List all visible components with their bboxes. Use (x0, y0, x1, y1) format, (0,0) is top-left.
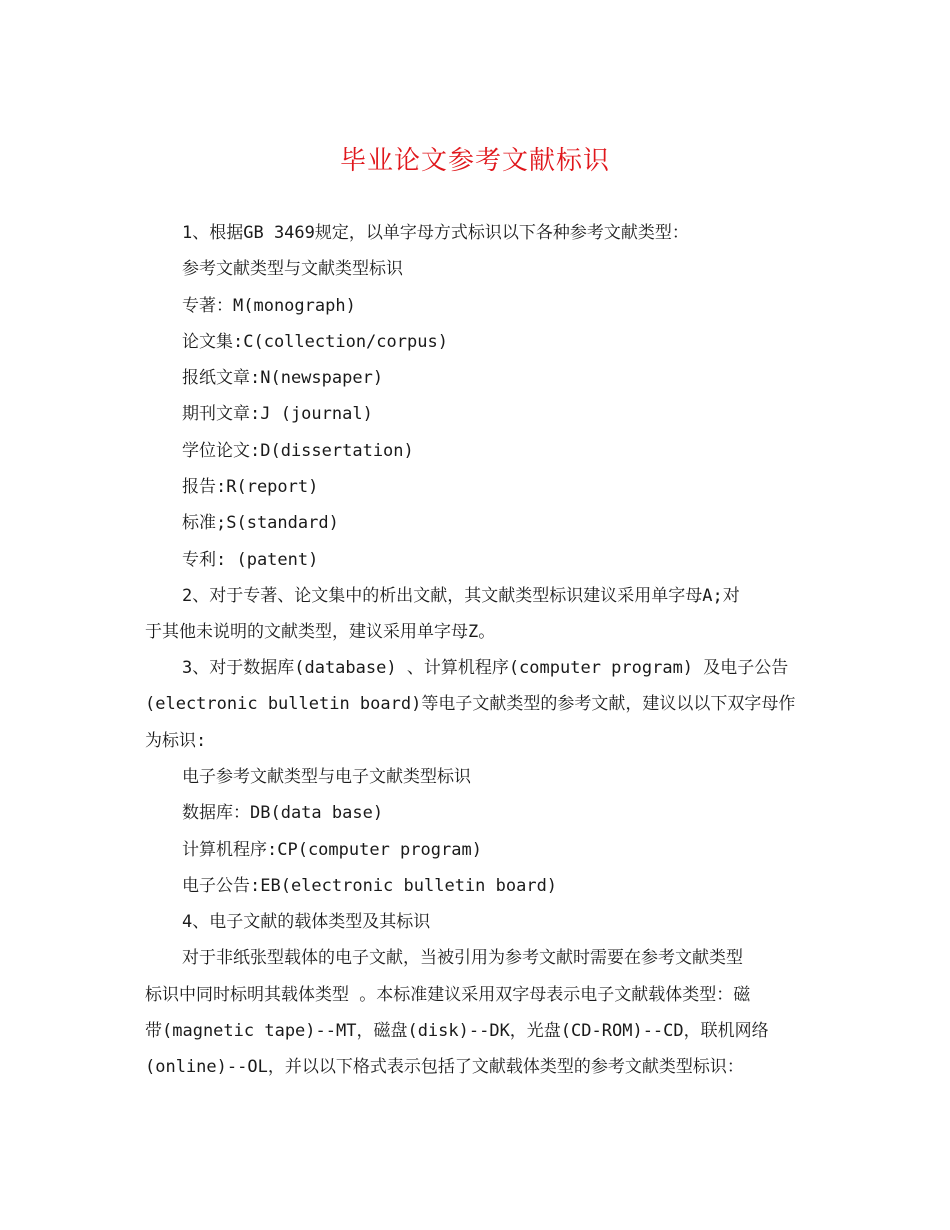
paragraph-line: 电子参考文献类型与电子文献类型标识 (182, 767, 471, 787)
paragraph-line: 于其他未说明的文献类型，建议采用单字母Z。 (145, 622, 496, 642)
page-title: 毕业论文参考文献标识 (339, 146, 610, 176)
paragraph-line: 专利: (patent) (182, 550, 319, 570)
paragraph-line: 标识中同时标明其载体类型 。本标准建议采用双字母表示电子文献载体类型：磁 (145, 985, 751, 1005)
paragraph-line: 参考文献类型与文献类型标识 (182, 259, 403, 279)
paragraph-line: (online)--OL，并以以下格式表示包括了文献载体类型的参考文献类型标识： (145, 1057, 744, 1077)
paragraph-line: 数据库：DB(data base) (182, 803, 384, 823)
paragraph-line: 报告:R(report) (182, 477, 319, 497)
paragraph-line: 报纸文章:N(newspaper) (182, 368, 384, 388)
paragraph-line: 标准;S(standard) (182, 513, 339, 533)
paragraph-line: 计算机程序:CP(computer program) (182, 840, 482, 860)
paragraph-line: 对于非纸张型载体的电子文献，当被引用为参考文献时需要在参考文献类型 (182, 948, 743, 968)
paragraph-line: 1、根据GB 3469规定，以单字母方式标识以下各种参考文献类型： (182, 223, 689, 243)
paragraph-line: 电子公告:EB(electronic bulletin board) (182, 876, 558, 896)
paragraph-line: 期刊文章:J (journal) (182, 404, 373, 424)
paragraph-line: 3、对于数据库(database) 、计算机程序(computer program) 及电子公告 (182, 658, 789, 678)
paragraph-line: (electronic bulletin board)等电子文献类型的参考文献，建议以以下双字母作 (145, 694, 796, 714)
paragraph-line: 论文集:C(collection/corpus) (182, 332, 448, 352)
paragraph-line: 为标识: (145, 731, 207, 751)
paragraph-line: 专著：M(monograph) (182, 296, 356, 316)
paragraph-line: 带(magnetic tape)--MT，磁盘(disk)--DK，光盘(CD-ROM)--CD，联机网络 (145, 1021, 769, 1041)
paragraph-line: 2、对于专著、论文集中的析出文献，其文献类型标识建议采用单字母A;对 (182, 586, 740, 606)
paragraph-line: 学位论文:D(dissertation) (182, 441, 414, 461)
paragraph-line: 4、电子文献的载体类型及其标识 (182, 912, 431, 932)
